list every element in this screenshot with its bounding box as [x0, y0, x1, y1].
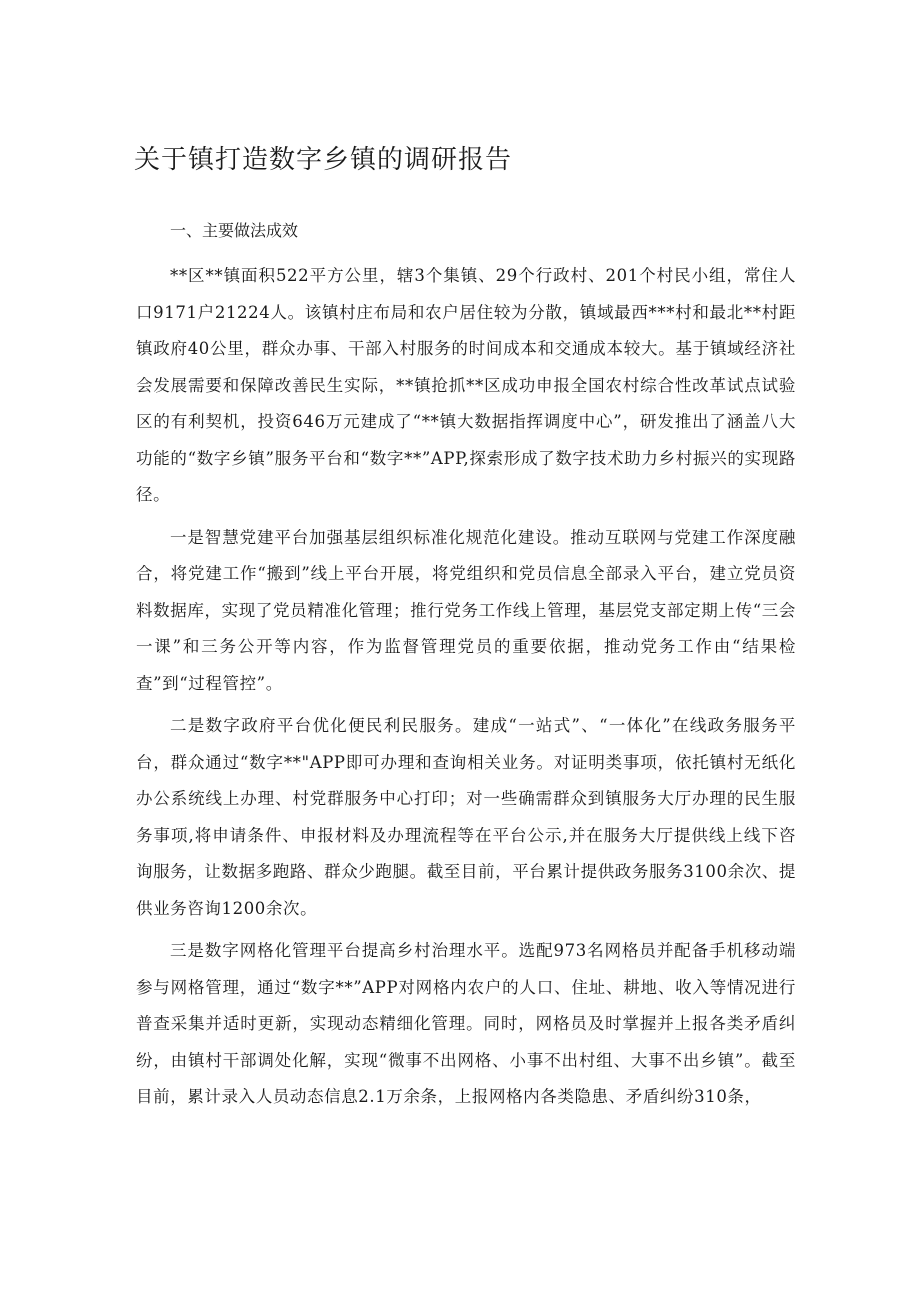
paragraph-grid-management: 三是数字网格化管理平台提高乡村治理水平。选配973名网格员并配备手机移动端参与网格管理，通过“数字**”APP对网格内农户的人口、住址、耕地、收入等情况进行普查采集并适时更新，实现动态精细化管理。同时，网格员及时掌握并上报各类矛盾纠纷，由镇村干部调处化解，实现“微事不出网格、小事不出村组、大事不出乡镇”。截至目前，累计录入人员动态信息2.1万余条，上报网格内各类隐患、矛盾纠纷310条，	[136, 941, 796, 1106]
document-title: 关于镇打造数字乡镇的调研报告	[134, 145, 513, 175]
paragraph-digital-government: 二是数字政府平台优化便民利民服务。建成“一站式”、“一体化”在线政务服务平台，群众通过“数字**"APP即可办理和查询相关业务。对证明类事项，依托镇村无纸化办公系统线上办理、村党群服务中心打印；对一些确需群众到镇服务大厅办理的民生服务事项,将申请条件、申报材料及办理流程等在平台公示,并在服务大厅提供线上线下咨询服务，让数据多跑路、群众少跑腿。截至目前，平台累计提供政务服务3100余次、提供业务咨询1200余次。	[136, 716, 796, 918]
section-heading: 一、主要做法成效	[170, 221, 299, 240]
paragraph-smart-party-building: 一是智慧党建平台加强基层组织标准化规范化建设。推动互联网与党建工作深度融合，将党建工作“搬到”线上平台开展，将党组织和党员信息全部录入平台，建立党员资料数据库，实现了党员精准化管理；推行党务工作线上管理，基层党支部定期上传“三会一课”和三务公开等内容，作为监督管理党员的重要依据，推动党务工作由“结果检查”到“过程管控”。	[136, 527, 796, 693]
paragraph-overview: **区**镇面积522平方公里，辖3个集镇、29个行政村、201个村民小组，常住人口9171户21224人。该镇村庄布局和农户居住较为分散，镇域最西***村和最北**村距镇政府40公里，群众办事、干部入村服务的时间成本和交通成本较大。基于镇域经济社会发展需要和保障改善民生实际，**镇抢抓**区成功申报全国农村综合性改革试点试验区的有利契机，投资646万元建成了“**镇大数据指挥调度中心”，研发推出了涵盖八大功能的“数字乡镇”服务平台和“数字**”APP,探索形成了数字技术助力乡村振兴的实现路径。	[136, 266, 796, 504]
document-page	[136, 140, 796, 1122]
